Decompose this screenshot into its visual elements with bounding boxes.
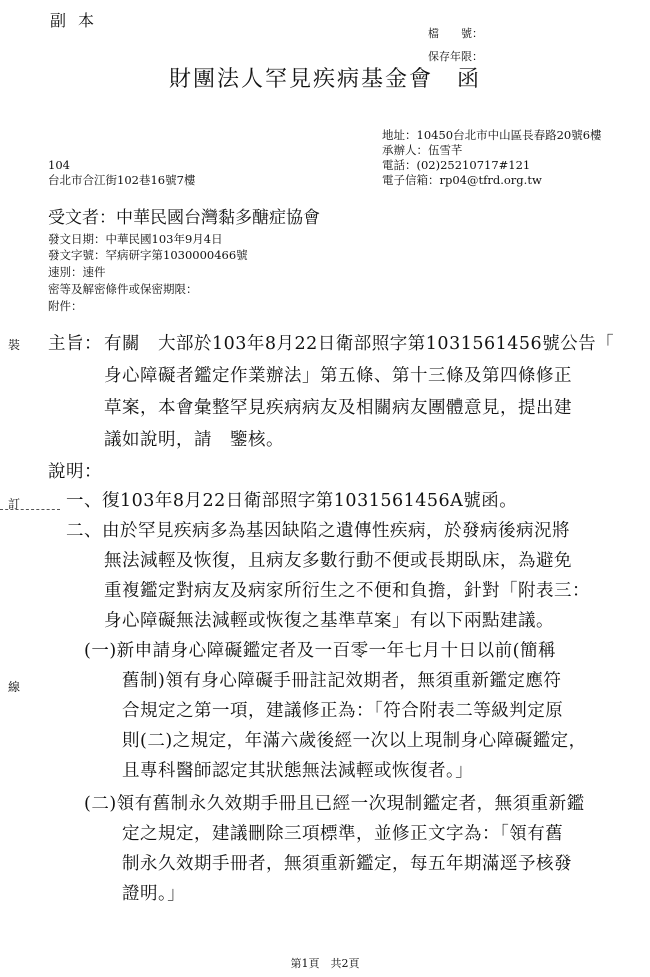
file-number-label: 檔 號： [428, 27, 483, 40]
subject-line: 草案，本會彙整罕見疾病病友及相關病友團體意見，提出建 [104, 398, 572, 418]
sub-item: 則(二)之規定，年滿六歲後經一次以上現制身心障礙鑑定， [122, 731, 587, 751]
explanation-item: 二、由於罕見疾病多為基因缺陷之遺傳性疾病，於發病後病況將 [66, 521, 570, 541]
explanation-item: 無法減輕及恢復，且病友多數行動不便或長期臥床，為避免 [104, 551, 572, 571]
explanation-item: 重複鑑定對病友及病家所衍生之不便和負擔，針對「附表三： [104, 581, 590, 601]
document-number: 發文字號：罕病研字第1030000466號 [48, 248, 248, 262]
subject-line: 議如說明，請 鑒核。 [104, 430, 284, 450]
sender-phone: 電話：(02)25210717#121 [382, 158, 531, 172]
sub-item: 合規定之第一項，建議修正為：「符合附表二等級判定原 [122, 701, 564, 721]
explanation-label: 說明： [48, 462, 102, 482]
document-title: 財團法人罕見疾病基金會 函 [168, 67, 481, 92]
retention-period-label: 保存年限： [428, 50, 483, 63]
binding-mark: 線 [8, 680, 21, 694]
sender-address: 地址：10450台北市中山區長春路20號6樓 [382, 128, 602, 142]
secrecy-level: 密等及解密條件或保密期限： [48, 282, 198, 296]
receiver: 受文者：中華民國台灣黏多醣症協會 [48, 208, 320, 228]
binding-mark: 裝 [8, 338, 21, 352]
attachment: 附件： [48, 299, 83, 313]
sub-item: 且專科醫師認定其狀態無法減輕或恢復者。」 [122, 761, 474, 781]
sub-item: 制永久效期手冊者，無須重新鑑定，每五年期滿逕予核發 [122, 854, 572, 874]
recipient-street: 台北市合江街102巷16號7樓 [48, 173, 196, 187]
sub-item: 舊制)領有身心障礙手冊註記效期者，無須重新鑑定應符 [122, 671, 562, 691]
copy-label: 副本 [50, 11, 107, 30]
issue-date: 發文日期：中華民國103年9月4日 [48, 232, 223, 246]
sub-item: 定之規定，建議刪除三項標準，並修正文字為：「領有舊 [122, 824, 564, 844]
sub-item: (一)新申請身心障礙鑑定者及一百零一年七月十日以前(簡稱 [84, 641, 556, 661]
subject-line: 身心障礙者鑑定作業辦法」第五條、第十三條及第四條修正 [104, 366, 572, 386]
explanation-item: 一、復103年8月22日衛部照字第1031561456A號函。 [66, 491, 518, 511]
sub-item: (二)領有舊制永久效期手冊且已經一次現制鑑定者，無須重新鑑 [84, 794, 585, 814]
binding-line [0, 509, 60, 510]
subject-label: 主旨： [48, 334, 102, 354]
recipient-postcode: 104 [48, 158, 70, 172]
speed-class: 速別：速件 [48, 265, 106, 279]
sender-email: 電子信箱：rp04@tfrd.org.tw [382, 173, 542, 187]
sub-item: 證明。」 [122, 884, 186, 904]
explanation-item: 身心障礙無法減輕或恢復之基準草案」有以下兩點建議。 [104, 611, 554, 631]
binding-mark: 訂 [8, 497, 21, 511]
subject-line: 有關 大部於103年8月22日衛部照字第1031561456號公告「 [104, 334, 615, 354]
sender-contact: 承辦人：伍雪芊 [382, 143, 463, 157]
page-footer: 第1頁 共2頁 [290, 957, 360, 970]
